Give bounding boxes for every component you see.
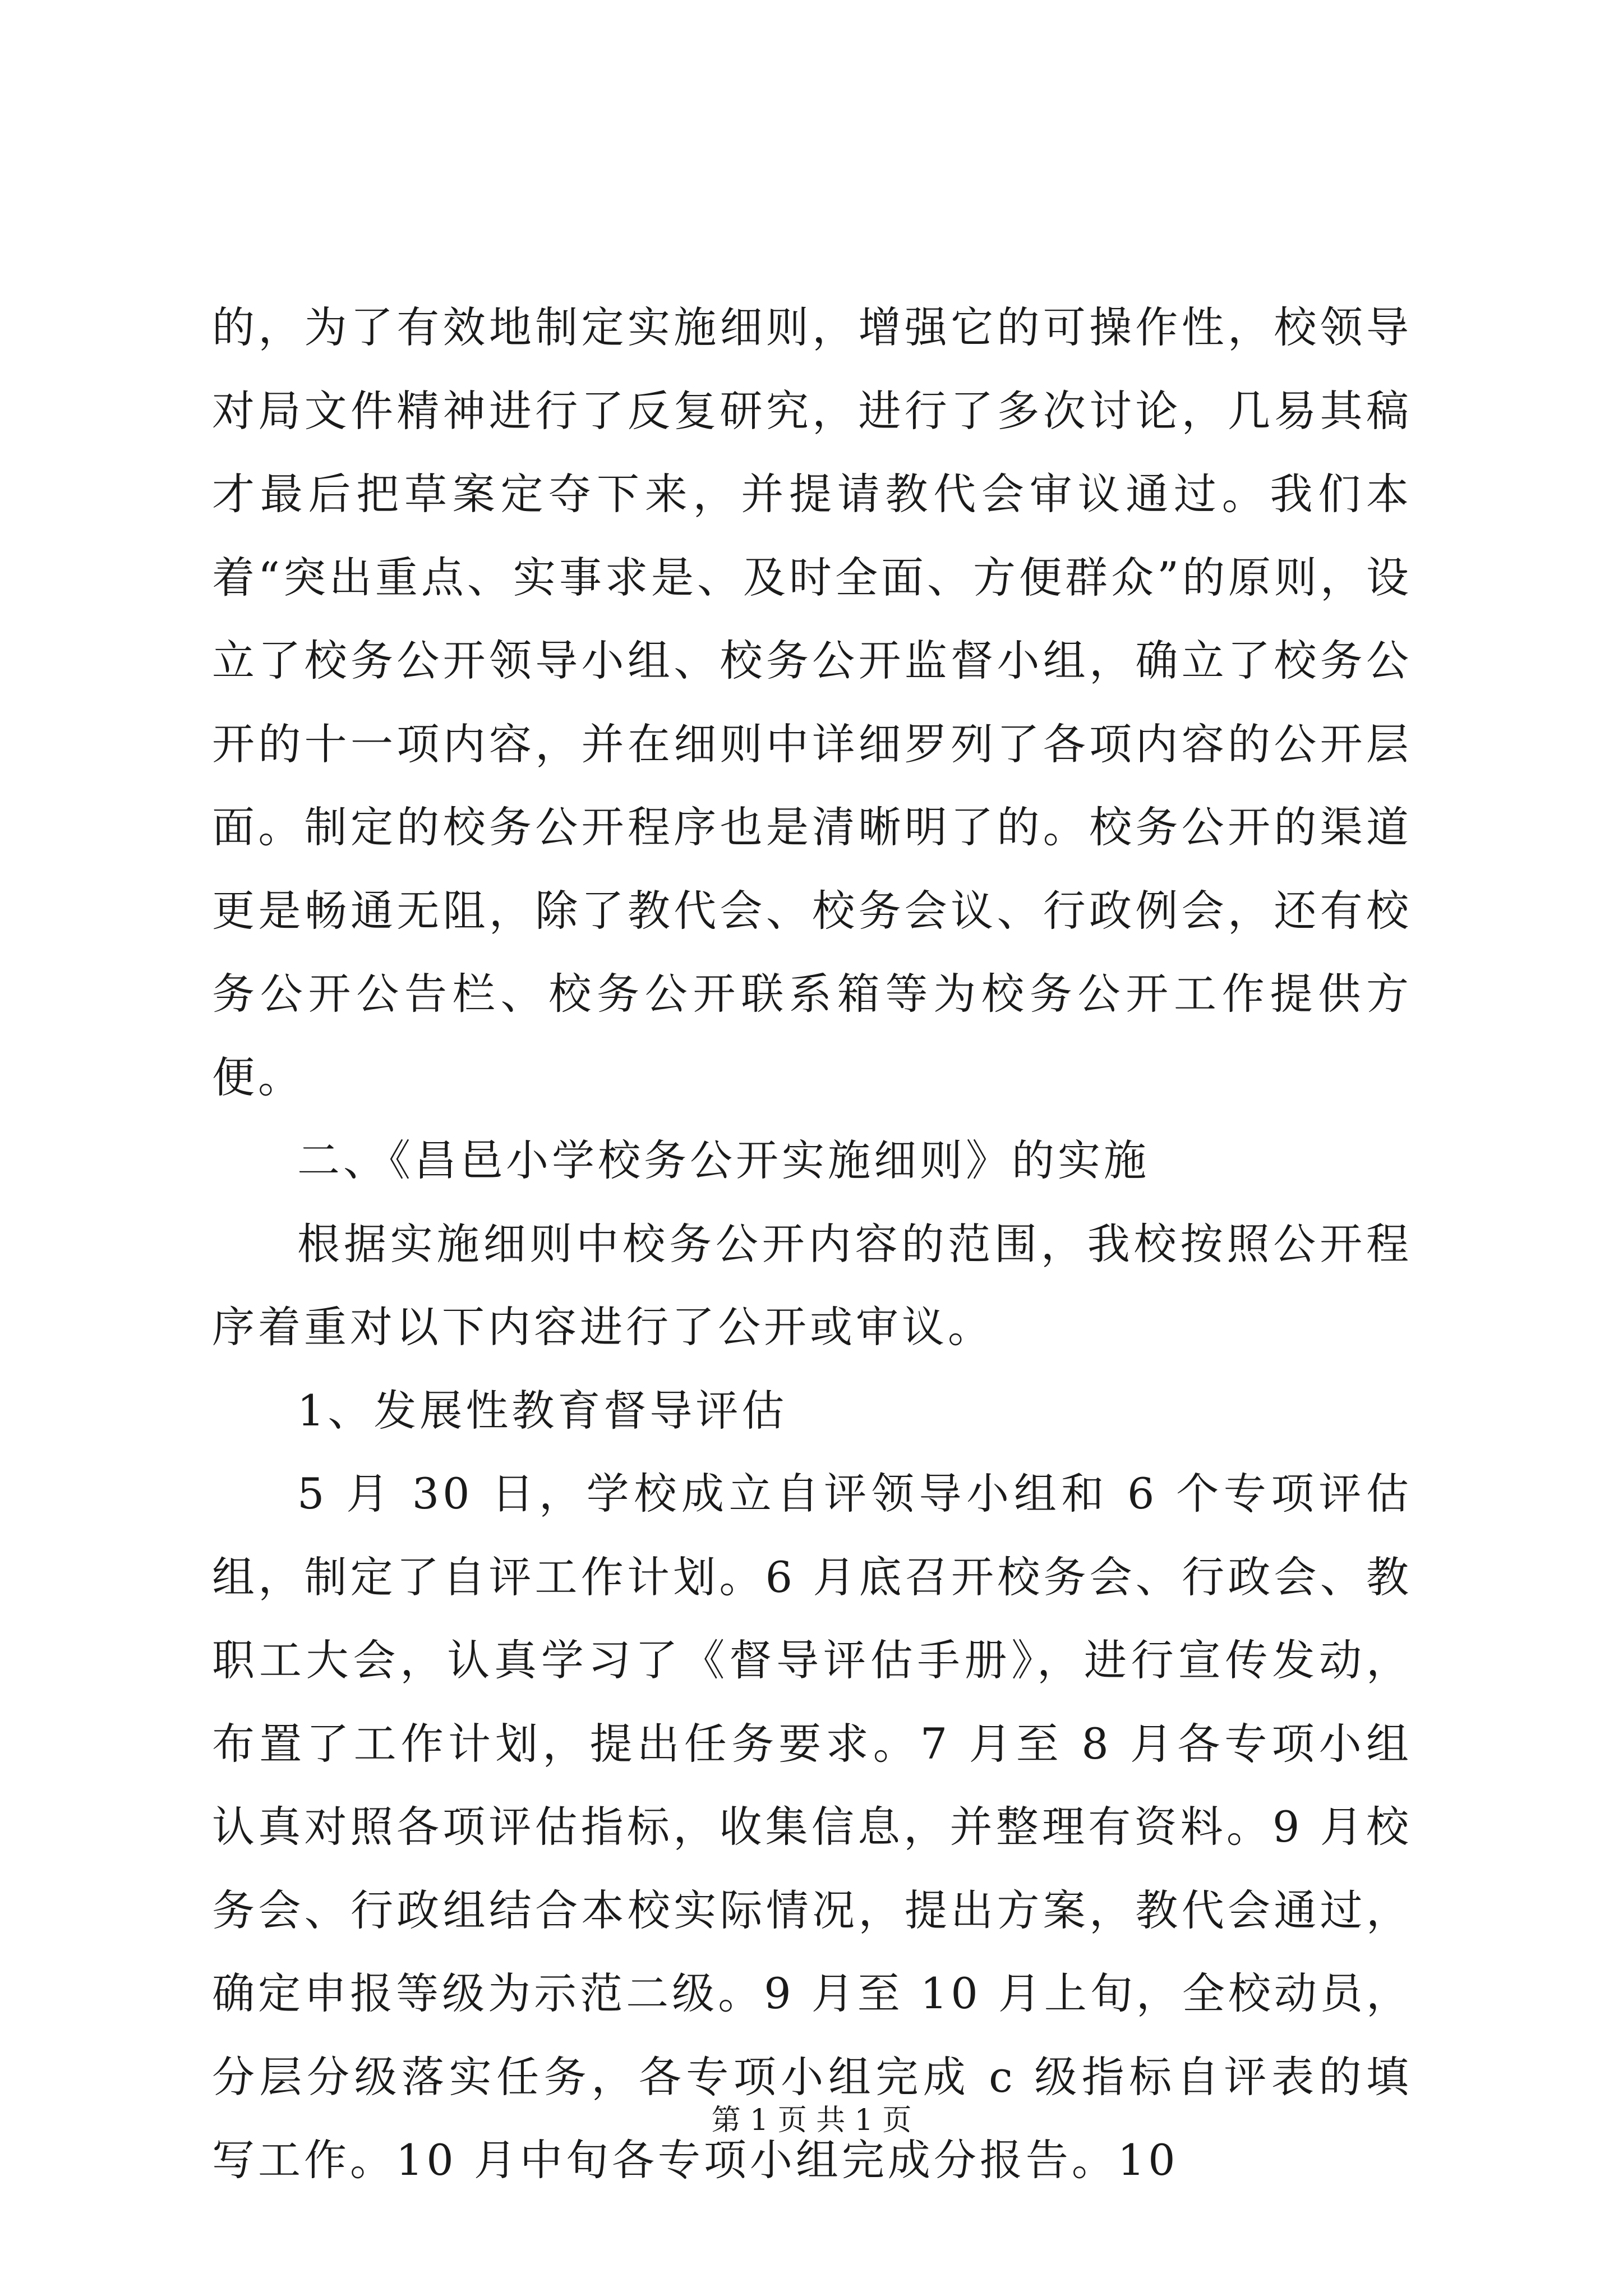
paragraph-3: 5 月 30 日，学校成立自评领导小组和 6 个专项评估组，制定了自评工作计划。6 月底召开校务会、行政会、教职工大会，认真学习了《督导评估手册》，进行宣传发动，布置了工作计划，提出任务要求。7 月至 8 月各专项小组认真对照各项评估指标，收集信息，并整理有资料。9 月校务会、行政组结合本校实际情况，提出方案，教代会通过，确定申报等级为示范二级。9 月至 10 月上旬，全校动员，分层分级落实任务，各专项小组完成 c 级指标自评表的填写工作。10 月中旬各专项小组完成分报告。10 bbox=[212, 1469, 1412, 2185]
paragraph-1: 的，为了有效地制定实施细则，增强它的可操作性，校领导对局文件精神进行了反复研究，进行了多次讨论，几易其稿才最后把草案定夺下来，并提请教代会审议通过。我们本着“突出重点、实事求是、及时全面、方便群众”的原则，设立了校务公开领导小组、校务公开监督小组，确立了校务公开的十一项内容，并在细则中详细罗列了各项内容的公开层面。制定的校务公开程序也是清晰明了的。校务公开的渠道更是畅通无阻，除了教代会、校务会议、行政例会，还有校务公开公告栏、校务公开联系箱等为校务公开工作提供方便。 bbox=[212, 302, 1412, 1102]
section-heading: 二、《昌邑小学校务公开实施细则》的实施 bbox=[297, 1135, 1150, 1185]
subsection-heading: 1、发展性教育督导评估 bbox=[297, 1385, 788, 1435]
document-body bbox=[212, 286, 1412, 2202]
paragraph-2: 根据实施细则中校务公开内容的范围，我校按照公开程序着重对以下内容进行了公开或审议。 bbox=[212, 1218, 1412, 1352]
page-footer: 第 1 页 共 1 页 bbox=[711, 2104, 912, 2137]
